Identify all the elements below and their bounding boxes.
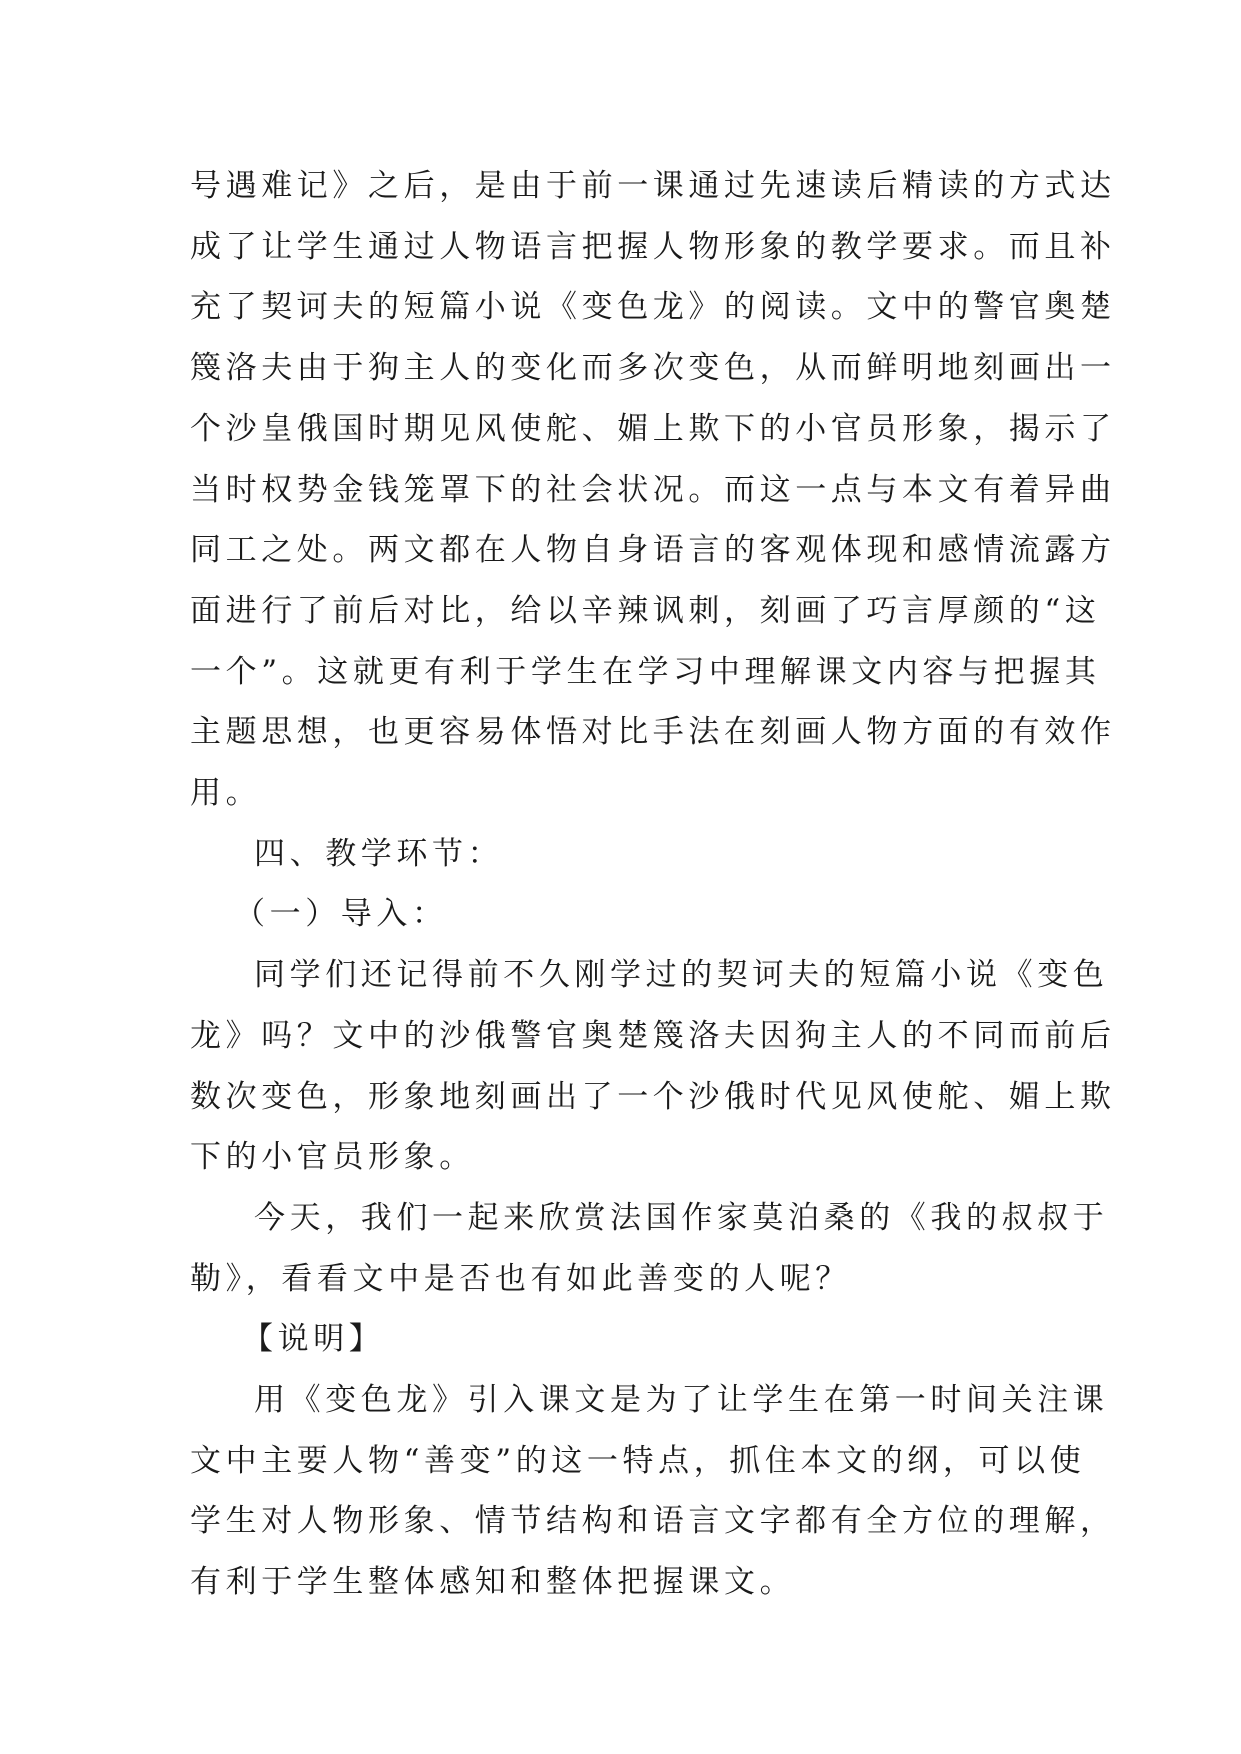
text-line: 篾洛夫由于狗主人的变化而多次变色，从而鲜明地刻画出一	[190, 350, 1116, 387]
paragraph-continuation	[190, 156, 1116, 824]
document-body	[190, 156, 1116, 1613]
text-line: 面进行了前后对比，给以辛辣讽刺，刻画了巧言厚颜的“这	[190, 592, 1101, 629]
subsection-heading-text: （一）导入：	[234, 896, 448, 933]
section-heading	[190, 824, 1052, 885]
text-line: 用《变色龙》引入课文是为了让学生在第一时间关注课	[254, 1382, 1109, 1419]
subsection-heading	[190, 884, 1052, 945]
text-line: 下的小官员形象。	[190, 1139, 475, 1176]
text-line: 用。	[190, 775, 262, 812]
note-heading-text: 【说明】	[242, 1321, 385, 1358]
paragraph-intro-1	[190, 945, 1116, 1188]
text-line: 文中主要人物“善变”的这一特点，抓住本文的纲，可以使	[190, 1442, 1086, 1479]
section-heading-text: 四、教学环节：	[254, 835, 504, 872]
text-line: 今天，我们一起来欣赏法国作家莫泊桑的《我的叔叔于	[254, 1199, 1109, 1236]
text-line: 同工之处。两文都在人物自身语言的客观体现和感情流露方	[190, 532, 1116, 569]
text-line: 龙》吗？文中的沙俄警官奥楚篾洛夫因狗主人的不同而前后	[190, 1017, 1116, 1054]
paragraph-note	[190, 1370, 1116, 1613]
note-heading	[190, 1309, 1052, 1370]
text-line: 主题思想，也更容易体悟对比手法在刻画人物方面的有效作	[190, 714, 1116, 751]
text-line: 勒》，看看文中是否也有如此善变的人呢？	[190, 1260, 851, 1297]
text-line: 充了契诃夫的短篇小说《变色龙》的阅读。文中的警官奥楚	[190, 289, 1116, 326]
text-line: 同学们还记得前不久刚学过的契诃夫的短篇小说《变色	[254, 957, 1109, 994]
text-line: 数次变色，形象地刻画出了一个沙俄时代见风使舵、媚上欺	[190, 1078, 1116, 1115]
text-line: 有利于学生整体感知和整体把握课文。	[190, 1564, 796, 1601]
text-line: 号遇难记》之后，是由于前一课通过先速读后精读的方式达	[190, 168, 1116, 204]
text-line: 成了让学生通过人物语言把握人物形象的教学要求。而且补	[190, 228, 1116, 265]
text-line: 一个”。这就更有利于学生在学习中理解课文内容与把握其	[190, 653, 1101, 690]
text-line: 学生对人物形象、情节结构和语言文字都有全方位的理解，	[190, 1503, 1116, 1540]
text-line: 当时权势金钱笼罩下的社会状况。而这一点与本文有着异曲	[190, 471, 1116, 508]
paragraph-intro-2	[190, 1188, 1109, 1309]
text-line: 个沙皇俄国时期见风使舵、媚上欺下的小官员形象，揭示了	[190, 410, 1116, 447]
